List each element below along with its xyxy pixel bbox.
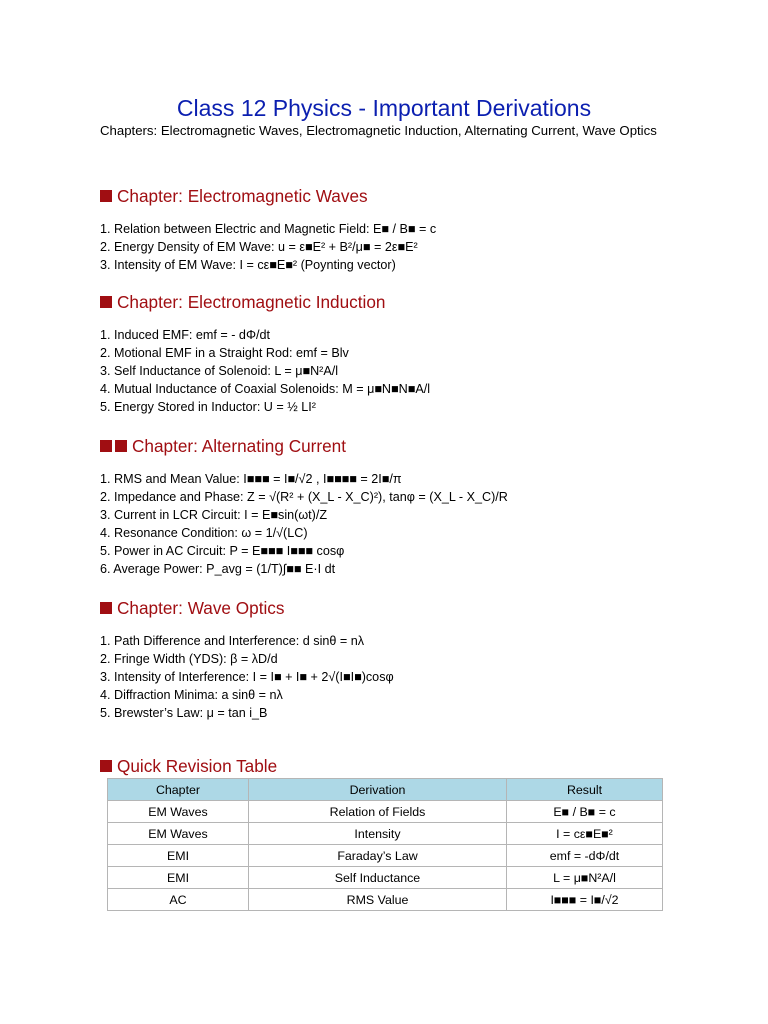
square-bullet-icon [100, 190, 112, 202]
list-item: 5. Energy Stored in Inductor: U = ½ LI² [100, 400, 316, 414]
revision-heading-text: Quick Revision Table [117, 756, 278, 776]
chapter-heading [100, 185, 670, 207]
derivation-list [100, 326, 670, 416]
list-item: 2. Impedance and Phase: Z = √(R² + (X_L - X_C)²), tanφ = (X_L - X_C)/R [100, 490, 508, 504]
table-cell: Relation of Fields [249, 801, 507, 823]
table-cell: E■ / B■ = c [507, 801, 663, 823]
table-row [108, 845, 663, 867]
list-item: 5. Brewster’s Law: μ = tan i_B [100, 706, 268, 720]
list-item: 4. Resonance Condition: ω = 1/√(LC) [100, 526, 308, 540]
table-row [108, 889, 663, 911]
chapter-section-em-waves [100, 185, 670, 274]
revision-table [107, 778, 663, 911]
list-item: 3. Self Inductance of Solenoid: L = μ■N²A/l [100, 364, 339, 378]
list-item: 2. Fringe Width (YDS): β = λD/d [100, 652, 278, 666]
list-item: 6. Average Power: P_avg = (1/T)∫■■ E·I dt [100, 562, 336, 576]
chapter-heading-text: Chapter: Wave Optics [117, 598, 285, 618]
list-item: 3. Intensity of EM Wave: I = cε■E■² (Poynting vector) [100, 258, 396, 272]
table-cell: EM Waves [108, 823, 249, 845]
table-cell: Self Inductance [249, 867, 507, 889]
table-cell: I■■■ = I■/√2 [507, 889, 663, 911]
revision-section [100, 755, 670, 777]
list-item: 2. Energy Density of EM Wave: u = ε■E² + B²/μ■ = 2ε■E² [100, 240, 418, 254]
list-item: 2. Motional EMF in a Straight Rod: emf = Blv [100, 346, 349, 360]
table-cell: I = cε■E■² [507, 823, 663, 845]
chapter-heading [100, 435, 670, 457]
chapter-heading-text: Chapter: Electromagnetic Induction [117, 292, 386, 312]
table-row [108, 867, 663, 889]
square-bullet-icon [100, 760, 112, 772]
table-cell: emf = -dΦ/dt [507, 845, 663, 867]
table-cell: EMI [108, 845, 249, 867]
table-cell: EMI [108, 867, 249, 889]
table-cell: Faraday’s Law [249, 845, 507, 867]
chapter-section-alternating-current [100, 435, 670, 578]
chapter-section-wave-optics [100, 597, 670, 722]
page-title: Class 12 Physics - Important Derivations [176, 95, 592, 121]
table-cell: Intensity [249, 823, 507, 845]
list-item: 1. RMS and Mean Value: I■■■ = I■/√2 , I■■■■ = 2I■/π [100, 472, 402, 486]
table-header-row [108, 779, 663, 801]
table-row [108, 823, 663, 845]
derivation-list [100, 220, 670, 274]
list-item: 3. Current in LCR Circuit: I = E■sin(ωt)/Z [100, 508, 328, 522]
chapter-heading [100, 291, 670, 313]
square-bullet-icon [100, 602, 112, 614]
table-cell: EM Waves [108, 801, 249, 823]
chapter-heading-text: Chapter: Alternating Current [132, 436, 347, 456]
chapter-section-em-induction [100, 291, 670, 416]
square-bullet-icon [100, 296, 112, 308]
table-cell: RMS Value [249, 889, 507, 911]
chapter-heading-text: Chapter: Electromagnetic Waves [117, 186, 368, 206]
list-item: 5. Power in AC Circuit: P = E■■■ I■■■ cosφ [100, 544, 345, 558]
column-header-result: Result [507, 779, 663, 801]
list-item: 1. Relation between Electric and Magnetic Field: E■ / B■ = c [100, 222, 437, 236]
derivation-list [100, 470, 670, 578]
revision-table-wrapper [107, 778, 663, 911]
table-cell: L = μ■N²A/l [507, 867, 663, 889]
list-item: 4. Mutual Inductance of Coaxial Solenoids: M = μ■N■N■A/l [100, 382, 431, 396]
page-subtitle: Chapters: Electromagnetic Waves, Electromagnetic Induction, Alternating Current, Wave Optics [100, 123, 657, 138]
column-header-chapter: Chapter [108, 779, 249, 801]
revision-heading [100, 755, 670, 777]
table-row [108, 801, 663, 823]
derivation-list [100, 632, 670, 722]
list-item: 3. Intensity of Interference: I = I■ + I■ + 2√(I■I■)cosφ [100, 670, 394, 684]
square-bullet-icon [115, 440, 127, 452]
square-bullet-icon [100, 440, 112, 452]
table-cell: AC [108, 889, 249, 911]
chapter-heading [100, 597, 670, 619]
list-item: 4. Diffraction Minima: a sinθ = nλ [100, 688, 283, 702]
list-item: 1. Induced EMF: emf = - dΦ/dt [100, 328, 270, 342]
list-item: 1. Path Difference and Interference: d sinθ = nλ [100, 634, 365, 648]
column-header-derivation: Derivation [249, 779, 507, 801]
